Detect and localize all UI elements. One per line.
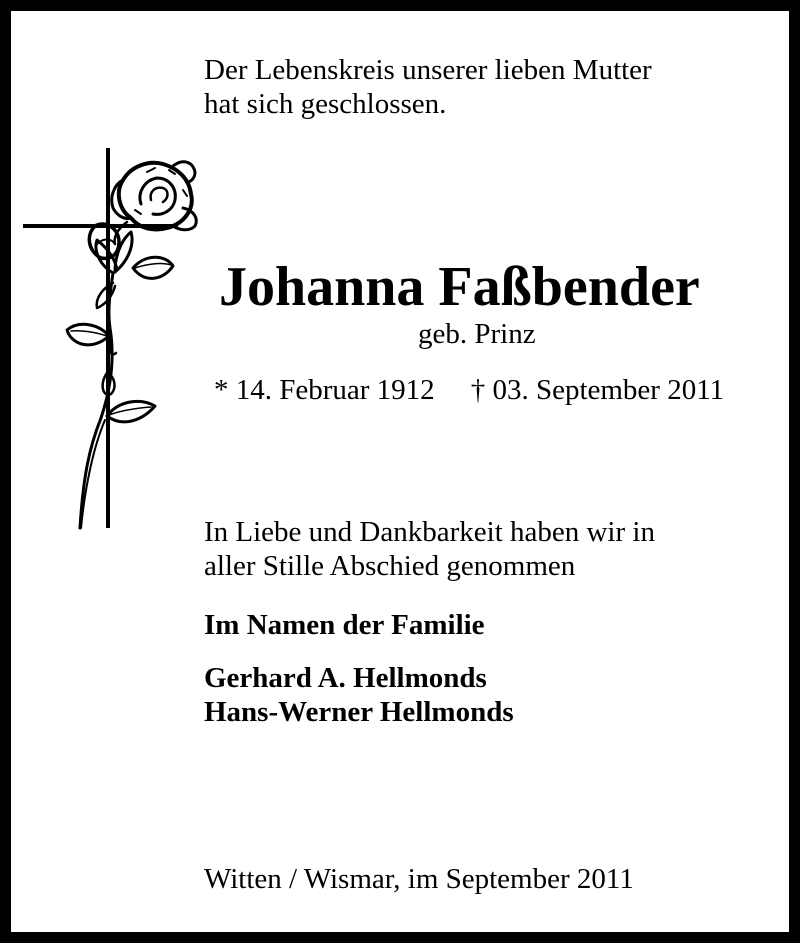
family-line: Im Namen der Familie — [204, 609, 485, 641]
intro-line-1: Der Lebenskreis unserer lieben Mutter — [204, 54, 652, 86]
life-dates — [214, 373, 724, 407]
farewell-text — [204, 515, 655, 583]
farewell-line-2: aller Stille Abschied genommen — [204, 550, 576, 582]
intro-text — [204, 53, 652, 121]
place-date: Witten / Wismar, im September 2011 — [204, 863, 634, 895]
birth-date: * 14. Februar 1912 — [214, 374, 435, 406]
intro-line-2: hat sich geschlossen. — [204, 88, 447, 120]
cross-with-rose-icon — [23, 148, 203, 532]
signer-name: Hans-Werner Hellmonds — [204, 696, 514, 728]
deceased-name: Johanna Faßbender — [219, 256, 700, 318]
signer-name: Gerhard A. Hellmonds — [204, 662, 487, 694]
farewell-line-1: In Liebe und Dankbarkeit haben wir in — [204, 516, 655, 548]
maiden-name: geb. Prinz — [418, 318, 536, 350]
signers — [204, 661, 514, 729]
death-date: † 03. September 2011 — [470, 374, 725, 406]
